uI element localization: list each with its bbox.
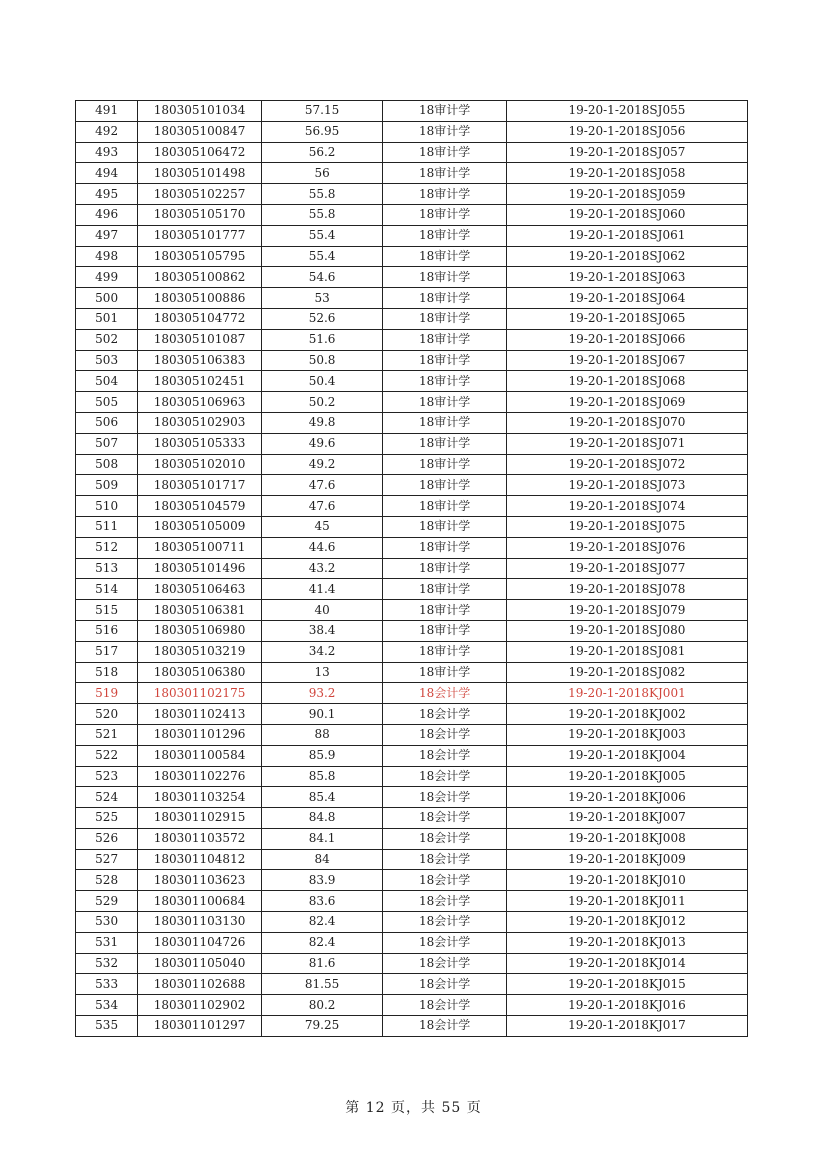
student-id-cell: 180305106980	[138, 620, 262, 641]
student-id-cell: 180301102276	[138, 766, 262, 787]
class-name-cell: 18审计学	[383, 579, 507, 600]
record-code-cell: 19-20-1-2018SJ056	[506, 121, 747, 142]
record-code-cell: 19-20-1-2018SJ058	[506, 163, 747, 184]
record-code-cell: 19-20-1-2018KJ014	[506, 953, 747, 974]
record-code-cell: 19-20-1-2018SJ060	[506, 204, 747, 225]
record-code-cell: 19-20-1-2018SJ078	[506, 579, 747, 600]
class-name-cell: 18会计学	[383, 912, 507, 933]
record-code-cell: 19-20-1-2018KJ010	[506, 870, 747, 891]
score-cell: 52.6	[261, 308, 383, 329]
table-row	[76, 475, 748, 496]
student-id-cell: 180305100847	[138, 121, 262, 142]
score-cell: 82.4	[261, 912, 383, 933]
score-cell: 50.8	[261, 350, 383, 371]
score-cell: 51.6	[261, 329, 383, 350]
record-code-cell: 19-20-1-2018SJ077	[506, 558, 747, 579]
student-id-cell: 180305103219	[138, 641, 262, 662]
row-number-cell: 501	[76, 308, 138, 329]
class-name-cell: 18审计学	[383, 288, 507, 309]
row-number-cell: 535	[76, 1016, 138, 1037]
table-row	[76, 745, 748, 766]
table-row-highlighted	[76, 683, 748, 704]
table-row	[76, 704, 748, 725]
score-cell: 85.4	[261, 787, 383, 808]
record-code-cell: 19-20-1-2018SJ066	[506, 329, 747, 350]
score-cell: 53	[261, 288, 383, 309]
student-id-cell: 180301102902	[138, 995, 262, 1016]
row-number-cell: 534	[76, 995, 138, 1016]
table-row	[76, 392, 748, 413]
row-number-cell: 517	[76, 641, 138, 662]
table-row	[76, 912, 748, 933]
class-name-cell: 18会计学	[383, 974, 507, 995]
row-number-cell: 528	[76, 870, 138, 891]
class-name-cell: 18审计学	[383, 496, 507, 517]
record-code-cell: 19-20-1-2018SJ073	[506, 475, 747, 496]
student-id-cell: 180305104772	[138, 308, 262, 329]
table-row	[76, 828, 748, 849]
student-id-cell: 180301100584	[138, 745, 262, 766]
row-number-cell: 509	[76, 475, 138, 496]
record-code-cell: 19-20-1-2018SJ068	[506, 371, 747, 392]
score-cell: 84.1	[261, 828, 383, 849]
record-code-cell: 19-20-1-2018SJ055	[506, 101, 747, 122]
table-row	[76, 558, 748, 579]
student-id-cell: 180301102175	[138, 683, 262, 704]
student-id-cell: 180305101496	[138, 558, 262, 579]
class-name-cell: 18会计学	[383, 766, 507, 787]
record-code-cell: 19-20-1-2018SJ071	[506, 433, 747, 454]
table-row	[76, 454, 748, 475]
student-id-cell: 180305100886	[138, 288, 262, 309]
row-number-cell: 522	[76, 745, 138, 766]
score-cell: 84.8	[261, 808, 383, 829]
score-cell: 38.4	[261, 620, 383, 641]
score-cell: 47.6	[261, 475, 383, 496]
score-cell: 40	[261, 600, 383, 621]
class-name-cell: 18审计学	[383, 163, 507, 184]
class-name-cell: 18审计学	[383, 308, 507, 329]
row-number-cell: 491	[76, 101, 138, 122]
score-table	[75, 100, 748, 1037]
table-row	[76, 808, 748, 829]
page-number-footer: 第 12 页，共 55 页	[345, 1100, 482, 1116]
score-cell: 81.55	[261, 974, 383, 995]
record-code-cell: 19-20-1-2018KJ006	[506, 787, 747, 808]
record-code-cell: 19-20-1-2018KJ005	[506, 766, 747, 787]
class-name-cell: 18审计学	[383, 184, 507, 205]
row-number-cell: 511	[76, 516, 138, 537]
record-code-cell: 19-20-1-2018SJ070	[506, 412, 747, 433]
score-cell: 49.8	[261, 412, 383, 433]
score-cell: 47.6	[261, 496, 383, 517]
student-id-cell: 180305105009	[138, 516, 262, 537]
record-code-cell: 19-20-1-2018SJ069	[506, 392, 747, 413]
student-id-cell: 180305101498	[138, 163, 262, 184]
row-number-cell: 507	[76, 433, 138, 454]
table-row	[76, 641, 748, 662]
row-number-cell: 508	[76, 454, 138, 475]
record-code-cell: 19-20-1-2018KJ009	[506, 849, 747, 870]
table-row	[76, 766, 748, 787]
class-name-cell: 18审计学	[383, 246, 507, 267]
table-row	[76, 163, 748, 184]
class-name-cell: 18审计学	[383, 412, 507, 433]
table-row	[76, 267, 748, 288]
student-id-cell: 180301101297	[138, 1016, 262, 1037]
student-id-cell: 180301103572	[138, 828, 262, 849]
row-number-cell: 533	[76, 974, 138, 995]
record-code-cell: 19-20-1-2018KJ015	[506, 974, 747, 995]
score-cell: 13	[261, 662, 383, 683]
record-code-cell: 19-20-1-2018KJ012	[506, 912, 747, 933]
score-cell: 56	[261, 163, 383, 184]
table-row	[76, 870, 748, 891]
row-number-cell: 529	[76, 891, 138, 912]
class-name-cell: 18审计学	[383, 392, 507, 413]
score-cell: 55.8	[261, 184, 383, 205]
student-id-cell: 180301102688	[138, 974, 262, 995]
score-cell: 41.4	[261, 579, 383, 600]
record-code-cell: 19-20-1-2018SJ062	[506, 246, 747, 267]
table-row	[76, 787, 748, 808]
row-number-cell: 527	[76, 849, 138, 870]
score-cell: 45	[261, 516, 383, 537]
student-id-cell: 180301103623	[138, 870, 262, 891]
record-code-cell: 19-20-1-2018KJ008	[506, 828, 747, 849]
record-code-cell: 19-20-1-2018SJ057	[506, 142, 747, 163]
class-name-cell: 18审计学	[383, 371, 507, 392]
class-name-cell: 18会计学	[383, 932, 507, 953]
class-name-cell: 18会计学	[383, 745, 507, 766]
score-cell: 85.9	[261, 745, 383, 766]
score-cell: 82.4	[261, 932, 383, 953]
student-id-cell: 180305102451	[138, 371, 262, 392]
class-name-cell: 18会计学	[383, 849, 507, 870]
record-code-cell: 19-20-1-2018SJ081	[506, 641, 747, 662]
student-id-cell: 180301101296	[138, 724, 262, 745]
class-name-cell: 18审计学	[383, 267, 507, 288]
row-number-cell: 520	[76, 704, 138, 725]
record-code-cell: 19-20-1-2018KJ002	[506, 704, 747, 725]
row-number-cell: 498	[76, 246, 138, 267]
row-number-cell: 512	[76, 537, 138, 558]
student-id-cell: 180301103254	[138, 787, 262, 808]
score-cell: 44.6	[261, 537, 383, 558]
student-id-cell: 180305106963	[138, 392, 262, 413]
table-row	[76, 579, 748, 600]
class-name-cell: 18审计学	[383, 600, 507, 621]
student-id-cell: 180305102257	[138, 184, 262, 205]
class-name-cell: 18审计学	[383, 475, 507, 496]
table-row	[76, 662, 748, 683]
table-row	[76, 225, 748, 246]
table-row	[76, 433, 748, 454]
row-number-cell: 525	[76, 808, 138, 829]
score-cell: 54.6	[261, 267, 383, 288]
row-number-cell: 506	[76, 412, 138, 433]
record-code-cell: 19-20-1-2018SJ082	[506, 662, 747, 683]
class-name-cell: 18会计学	[383, 891, 507, 912]
score-cell: 83.6	[261, 891, 383, 912]
row-number-cell: 523	[76, 766, 138, 787]
record-code-cell: 19-20-1-2018KJ011	[506, 891, 747, 912]
student-id-cell: 180305106383	[138, 350, 262, 371]
class-name-cell: 18审计学	[383, 516, 507, 537]
score-cell: 43.2	[261, 558, 383, 579]
table-row	[76, 329, 748, 350]
student-id-cell: 180305101717	[138, 475, 262, 496]
student-id-cell: 180301104726	[138, 932, 262, 953]
row-number-cell: 532	[76, 953, 138, 974]
score-cell: 50.4	[261, 371, 383, 392]
score-cell: 56.2	[261, 142, 383, 163]
student-id-cell: 180305104579	[138, 496, 262, 517]
record-code-cell: 19-20-1-2018KJ004	[506, 745, 747, 766]
student-id-cell: 180305105333	[138, 433, 262, 454]
table-row	[76, 101, 748, 122]
table-row	[76, 974, 748, 995]
class-name-cell: 18会计学	[383, 683, 507, 704]
row-number-cell: 515	[76, 600, 138, 621]
student-id-cell: 180301102413	[138, 704, 262, 725]
table-row	[76, 204, 748, 225]
class-name-cell: 18会计学	[383, 808, 507, 829]
record-code-cell: 19-20-1-2018KJ003	[506, 724, 747, 745]
score-cell: 57.15	[261, 101, 383, 122]
record-code-cell: 19-20-1-2018SJ080	[506, 620, 747, 641]
class-name-cell: 18会计学	[383, 787, 507, 808]
class-name-cell: 18审计学	[383, 433, 507, 454]
student-id-cell: 180305106472	[138, 142, 262, 163]
class-name-cell: 18审计学	[383, 537, 507, 558]
record-code-cell: 19-20-1-2018SJ063	[506, 267, 747, 288]
record-code-cell: 19-20-1-2018SJ061	[506, 225, 747, 246]
student-id-cell: 180305101034	[138, 101, 262, 122]
record-code-cell: 19-20-1-2018SJ064	[506, 288, 747, 309]
student-id-cell: 180305100711	[138, 537, 262, 558]
score-table-body	[76, 101, 748, 1037]
class-name-cell: 18会计学	[383, 828, 507, 849]
score-cell: 49.6	[261, 433, 383, 454]
record-code-cell: 19-20-1-2018KJ013	[506, 932, 747, 953]
row-number-cell: 495	[76, 184, 138, 205]
table-row	[76, 142, 748, 163]
table-row	[76, 724, 748, 745]
record-code-cell: 19-20-1-2018SJ075	[506, 516, 747, 537]
record-code-cell: 19-20-1-2018SJ072	[506, 454, 747, 475]
record-code-cell: 19-20-1-2018KJ016	[506, 995, 747, 1016]
class-name-cell: 18审计学	[383, 558, 507, 579]
table-row	[76, 350, 748, 371]
score-cell: 80.2	[261, 995, 383, 1016]
record-code-cell: 19-20-1-2018SJ059	[506, 184, 747, 205]
student-id-cell: 180301103130	[138, 912, 262, 933]
row-number-cell: 494	[76, 163, 138, 184]
row-number-cell: 502	[76, 329, 138, 350]
score-cell: 83.9	[261, 870, 383, 891]
class-name-cell: 18会计学	[383, 870, 507, 891]
student-id-cell: 180305106463	[138, 579, 262, 600]
table-row	[76, 995, 748, 1016]
class-name-cell: 18审计学	[383, 121, 507, 142]
student-id-cell: 180305106380	[138, 662, 262, 683]
table-row	[76, 412, 748, 433]
row-number-cell: 497	[76, 225, 138, 246]
row-number-cell: 521	[76, 724, 138, 745]
row-number-cell: 496	[76, 204, 138, 225]
row-number-cell: 499	[76, 267, 138, 288]
student-id-cell: 180305106381	[138, 600, 262, 621]
class-name-cell: 18审计学	[383, 620, 507, 641]
row-number-cell: 530	[76, 912, 138, 933]
score-cell: 81.6	[261, 953, 383, 974]
student-id-cell: 180301102915	[138, 808, 262, 829]
table-row	[76, 953, 748, 974]
table-row	[76, 537, 748, 558]
score-cell: 84	[261, 849, 383, 870]
student-id-cell: 180305105170	[138, 204, 262, 225]
score-cell: 50.2	[261, 392, 383, 413]
row-number-cell: 531	[76, 932, 138, 953]
score-cell: 56.95	[261, 121, 383, 142]
class-name-cell: 18会计学	[383, 995, 507, 1016]
row-number-cell: 503	[76, 350, 138, 371]
record-code-cell: 19-20-1-2018KJ001	[506, 683, 747, 704]
class-name-cell: 18会计学	[383, 724, 507, 745]
class-name-cell: 18审计学	[383, 350, 507, 371]
score-cell: 55.4	[261, 225, 383, 246]
score-cell: 90.1	[261, 704, 383, 725]
score-cell: 55.8	[261, 204, 383, 225]
score-cell: 49.2	[261, 454, 383, 475]
score-cell: 88	[261, 724, 383, 745]
student-id-cell: 180305101087	[138, 329, 262, 350]
record-code-cell: 19-20-1-2018SJ067	[506, 350, 747, 371]
table-row	[76, 1016, 748, 1037]
student-id-cell: 180305101777	[138, 225, 262, 246]
row-number-cell: 519	[76, 683, 138, 704]
row-number-cell: 514	[76, 579, 138, 600]
student-id-cell: 180305105795	[138, 246, 262, 267]
row-number-cell: 504	[76, 371, 138, 392]
table-row	[76, 496, 748, 517]
table-row	[76, 246, 748, 267]
record-code-cell: 19-20-1-2018KJ017	[506, 1016, 747, 1037]
table-row	[76, 932, 748, 953]
row-number-cell: 513	[76, 558, 138, 579]
table-row	[76, 308, 748, 329]
student-id-cell: 180305100862	[138, 267, 262, 288]
student-id-cell: 180305102903	[138, 412, 262, 433]
score-cell: 34.2	[261, 641, 383, 662]
class-name-cell: 18审计学	[383, 641, 507, 662]
record-code-cell: 19-20-1-2018SJ079	[506, 600, 747, 621]
row-number-cell: 516	[76, 620, 138, 641]
row-number-cell: 526	[76, 828, 138, 849]
score-cell: 55.4	[261, 246, 383, 267]
score-cell: 79.25	[261, 1016, 383, 1037]
student-id-cell: 180305102010	[138, 454, 262, 475]
table-row	[76, 600, 748, 621]
score-cell: 93.2	[261, 683, 383, 704]
score-cell: 85.8	[261, 766, 383, 787]
table-row	[76, 121, 748, 142]
class-name-cell: 18审计学	[383, 204, 507, 225]
record-code-cell: 19-20-1-2018SJ076	[506, 537, 747, 558]
row-number-cell: 518	[76, 662, 138, 683]
student-id-cell: 180301104812	[138, 849, 262, 870]
class-name-cell: 18审计学	[383, 101, 507, 122]
row-number-cell: 524	[76, 787, 138, 808]
table-row	[76, 516, 748, 537]
row-number-cell: 505	[76, 392, 138, 413]
record-code-cell: 19-20-1-2018SJ065	[506, 308, 747, 329]
class-name-cell: 18审计学	[383, 454, 507, 475]
student-id-cell: 180301105040	[138, 953, 262, 974]
table-row	[76, 849, 748, 870]
row-number-cell: 492	[76, 121, 138, 142]
class-name-cell: 18会计学	[383, 1016, 507, 1037]
table-row	[76, 891, 748, 912]
record-code-cell: 19-20-1-2018KJ007	[506, 808, 747, 829]
student-id-cell: 180301100684	[138, 891, 262, 912]
record-code-cell: 19-20-1-2018SJ074	[506, 496, 747, 517]
row-number-cell: 493	[76, 142, 138, 163]
class-name-cell: 18审计学	[383, 662, 507, 683]
class-name-cell: 18审计学	[383, 225, 507, 246]
row-number-cell: 510	[76, 496, 138, 517]
class-name-cell: 18会计学	[383, 704, 507, 725]
class-name-cell: 18审计学	[383, 142, 507, 163]
table-row	[76, 620, 748, 641]
row-number-cell: 500	[76, 288, 138, 309]
class-name-cell: 18会计学	[383, 953, 507, 974]
table-row	[76, 184, 748, 205]
class-name-cell: 18审计学	[383, 329, 507, 350]
table-row	[76, 288, 748, 309]
table-row	[76, 371, 748, 392]
